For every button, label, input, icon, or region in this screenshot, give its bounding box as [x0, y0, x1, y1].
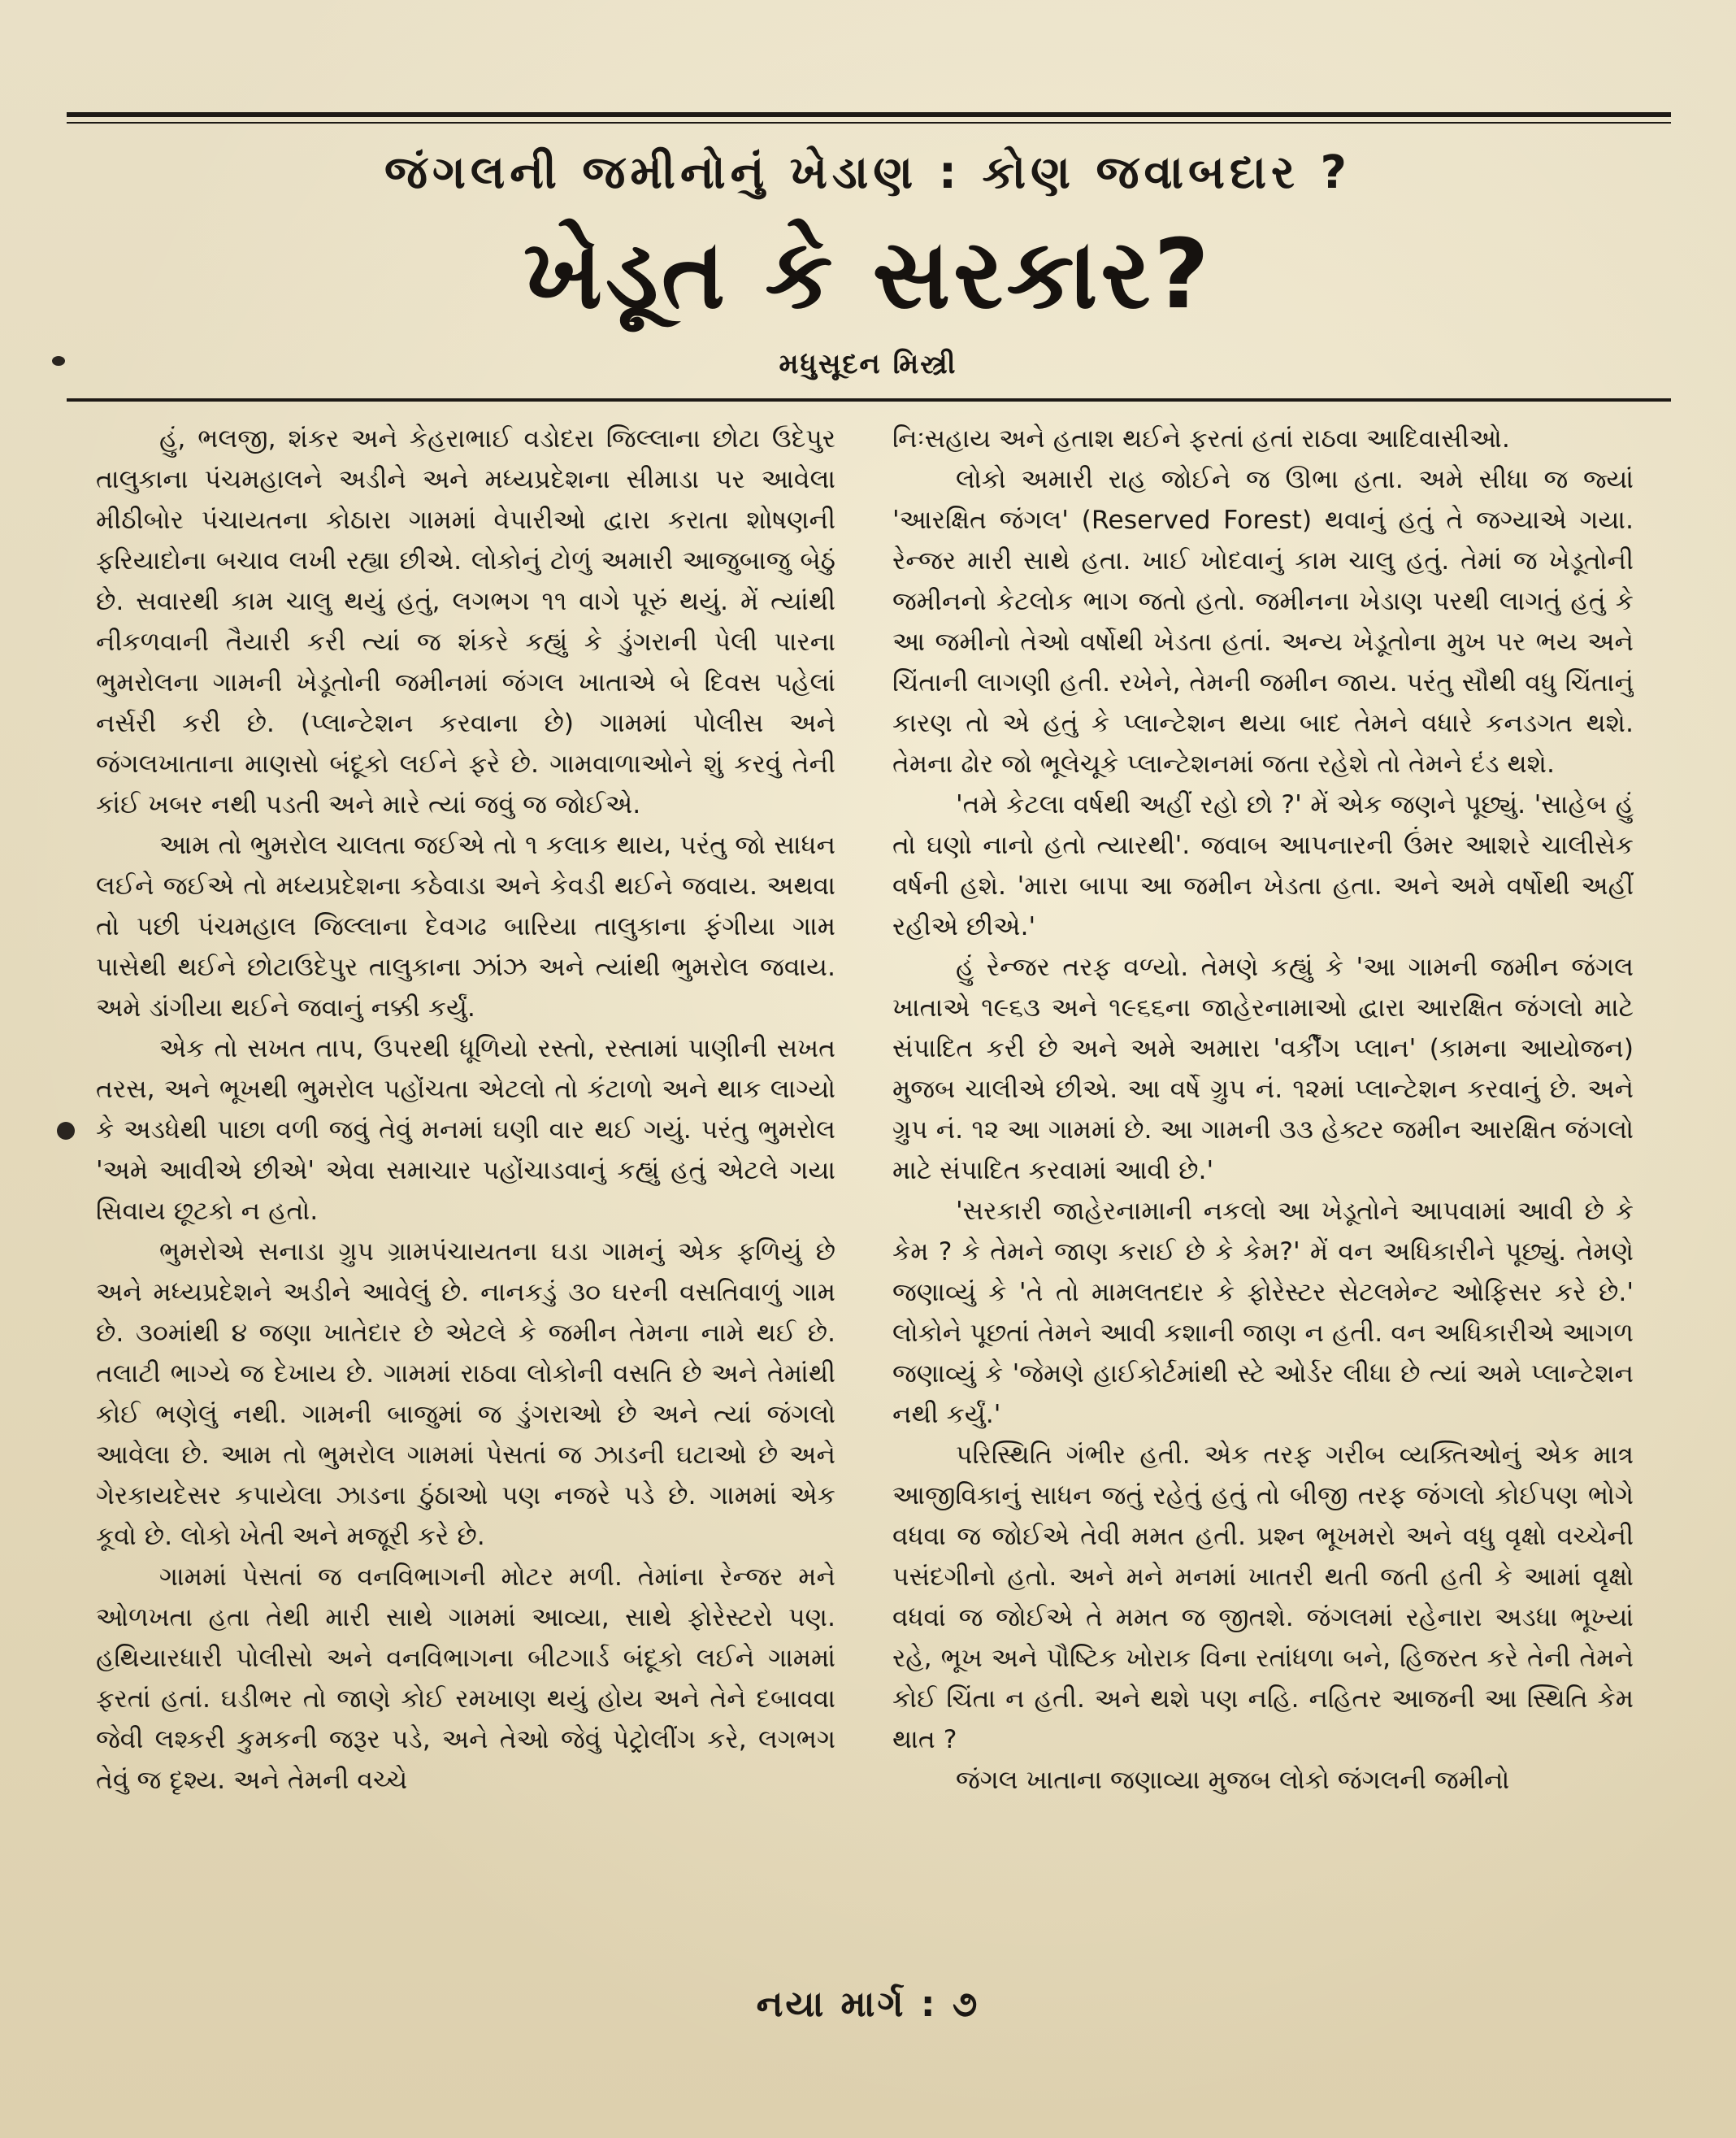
paragraph: ગામમાં પેસતાં જ વનવિભાગની મોટર મળી. તેમાંના રેન્જર મને ઓળખતા હતા તેથી મારી સાથે ગામમાં આવ્યા, સાથે ફોરેસ્ટરો પણ. હથિયારધારી પોલીસો અને વનવિભાગના બીટગાર્ડ બંદૂકો લઈને ગામમાં ફરતાં હતાં. ઘડીભર તો જાણે કોઈ રમખાણ થયું હોય અને તેને દબાવવા જેવી લશ્કરી કુમકની જરૂર પડે, અને તેઓ જેવું પેટ્રોલીંગ કરે, લગભગ તેવું જ દૃશ્ય. અને તેમની વચ્ચે — [96, 1562, 835, 1795]
paragraph: જંગલ ખાતાના જણાવ્યા મુજબ લોકો જંગલની જમીનો — [956, 1766, 1510, 1795]
column-left — [96, 419, 835, 1963]
paragraph: ભુમરોએ સનાડા ગ્રુપ ગ્રામપંચાયતના ઘડા ગામનું એક ફળિયું છે અને મધ્યપ્રદેશને અડીને આવેલું છે. નાનકડું ૩૦ ઘરની વસતિવાળું ગામ છે. ૩૦માંથી ૪ જણા ખાતેદાર છે એટલે કે જમીન તેમના નામે થઈ છે. તલાટી ભાગ્યે જ દેખાય છે. ગામમાં રાઠવા લોકોની વસતિ છે અને તેમાંથી કોઈ ભણેલું નથી. ગામની બાજુમાં જ ડુંગરાઓ છે અને ત્યાં જંગલો આવેલા છે. આમ તો ભુમરોલ ગામમાં પેસતાં જ ઝાડની ઘટાઓ છે અને ગેરકાયદેસર કપાયેલા ઝાડના ઠુંઠાઓ પણ નજરે પડે છે. ગામમાં એક કૂવો છે. લોકો ખેતી અને મજૂરી કરે છે. — [96, 1237, 835, 1551]
paragraph: લોકો અમારી રાહ જોઈને જ ઊભા હતા. અમે સીધા જ જ્યાં 'આરક્ષિત જંગલ' (Reserved Forest) થવાનું હતું તે જગ્યાએ ગયા. રેન્જર મારી સાથે હતા. ખાઈ ખોદવાનું કામ ચાલુ હતું. તેમાં જ ખેડૂતોની જમીનનો કેટલોક ભાગ જતો હતો. જમીનના ખેડાણ પરથી લાગતું હતું કે આ જમીનો તેઓ વર્ષોથી ખેડતા હતાં. અન્ય ખેડૂતોના મુખ પર ભય અને ચિંતાની લાગણી હતી. રખેને, તેમની જમીન જાય. પરંતુ સૌથી વધુ ચિંતાનું કારણ તો એ હતું કે પ્લાન્ટેશન થયા બાદ તેમને વધારે કનડગત થશે. તેમના ઢોર જો ભૂલેચૂકે પ્લાન્ટેશનમાં જતા રહેશે તો તેમને દંડ થશે. — [892, 465, 1634, 779]
column-right — [892, 419, 1634, 1963]
binding-hole-mark — [57, 1122, 75, 1140]
paragraph: 'તમે કેટલા વર્ષથી અહીં રહો છો ?' મેં એક જણને પૂછ્યું. 'સાહેબ હું તો ઘણો નાનો હતો ત્યારથી'. જવાબ આપનારની ઉંમર આશરે ચાલીસેક વર્ષની હશે. 'મારા બાપા આ જમીન ખેડતા હતા. અને અમે વર્ષોથી અહીં રહીએ છીએ.' — [892, 790, 1634, 941]
paragraph: આમ તો ભુમરોલ ચાલતા જઈએ તો ૧ કલાક થાય, પરંતુ જો સાધન લઈને જઈએ તો મધ્યપ્રદેશના કઠેવાડા અને કેવડી થઈને જવાય. અથવા તો પછી પંચમહાલ જિલ્લાના દેવગઢ બારિયા તાલુકાના ફંગીયા ગામ પાસેથી થઈને છોટાઉદેપુર તાલુકાના ઝાંઝ અને ત્યાંથી ભુમરોલ જવાય. અમે ડાંગીયા થઈને જવાનું નક્કી કર્યું. — [96, 831, 835, 1023]
paragraph: એક તો સખત તાપ, ઉપરથી ધૂળિયો રસ્તો, રસ્તામાં પાણીની સખત તરસ, અને ભૂખથી ભુમરોલ પહોંચતા એટલો તો કંટાળો અને થાક લાગ્યો કે અડધેથી પાછા વળી જવું તેવું મનમાં ઘણી વાર થઈ ગયું. પરંતુ ભુમરોલ 'અમે આવીએ છીએ' એવા સમાચાર પહોંચાડવાનું કહ્યું હતું એટલે ગયા સિવાય છૂટકો ન હતો. — [96, 1034, 835, 1226]
article-byline: મધુસૂદન મિસ્ત્રી — [779, 348, 957, 380]
paragraph: પરિસ્થિતિ ગંભીર હતી. એક તરફ ગરીબ વ્યક્તિઓનું એક માત્ર આજીવિકાનું સાધન જતું રહેતું હતું તો બીજી તરફ જંગલો કોઈપણ ભોગે વધવા જ જોઈએ તેવી મમત હતી. પ્રશ્ન ભૂખમરો અને વધુ વૃક્ષો વચ્ચેની પસંદગીનો હતો. અને મને મનમાં ખાતરી થતી જતી હતી કે આમાં વૃક્ષો વધવાં જ જોઈએ તે મમત જ જીતશે. જંગલમાં રહેનારા અડધા ભૂખ્યાં રહે, ભૂખ અને પૌષ્ટિક ખોરાક વિના રતાંધળા બને, હિજરત કરે તેની તેમને કોઈ ચિંતા ન હતી. અને થશે પણ નહિ. નહિતર આજની આ સ્થિતિ કેમ થાત ? — [892, 1441, 1634, 1754]
paragraph: હું રેન્જર તરફ વળ્યો. તેમણે કહ્યું કે 'આ ગામની જમીન જંગલ ખાતાએ ૧૯૬૩ અને ૧૯૬૬ના જાહેરનામાઓ દ્વારા આરક્ષિત જંગલો માટે સંપાદિત કરી છે અને અમે અમારા 'વર્કીંગ પ્લાન' (કામના આયોજન) મુજબ ચાલીએ છીએ. આ વર્ષે ગ્રુપ નં. ૧૨માં પ્લાન્ટેશન કરવાનું છે. અને ગ્રુપ નં. ૧૨ આ ગામમાં છે. આ ગામની ૩૩ હેક્ટર જમીન આરક્ષિત જંગલો માટે સંપાદિત કરવામાં આવી છે.' — [892, 953, 1634, 1185]
header-rule — [67, 398, 1671, 402]
top-rule-thin — [67, 122, 1671, 124]
paragraph: 'સરકારી જાહેરનામાની નકલો આ ખેડૂતોને આપવામાં આવી છે કે કેમ ? કે તેમને જાણ કરાઈ છે કે કેમ?' મેં વન અધિકારીને પૂછ્યું. તેમણે જણાવ્યું કે 'તે તો મામલતદાર કે ફોરેસ્ટર સેટલમેન્ટ ઓફિસર કરે છે.' લોકોને પૂછતાં તેમને આવી કશાની જાણ ન હતી. વન અધિકારીએ આગળ જણાવ્યું કે 'જેમણે હાઈકોર્ટમાંથી સ્ટે ઓર્ડર લીધા છે ત્યાં અમે પ્લાન્ટેશન નથી કર્યું.' — [892, 1197, 1634, 1429]
top-rule — [67, 112, 1671, 117]
page-folio: નયા માર્ગ : ૭ — [756, 1984, 980, 2025]
binding-hole-mark — [52, 356, 65, 366]
paragraph: હું, ભલજી, શંકર અને કેહરાભાઈ વડોદરા જિલ્લાના છોટા ઉદેપુર તાલુકાના પંચમહાલને અડીને અને મધ્યપ્રદેશના સીમાડા પર આવેલા મીઠીબોર પંચાયતના કોઠારા ગામમાં વેપારીઓ દ્વારા કરાતા શોષણની ફરિયાદોના બચાવ લખી રહ્યા છીએ. લોકોનું ટોળું અમારી આજુબાજુ બેઠું છે. સવારથી કામ ચાલુ થયું હતું, લગભગ ૧૧ વાગે પૂરું થયું. મેં ત્યાંથી નીકળવાની તૈયારી કરી ત્યાં જ શંકરે કહ્યું કે ડુંગરાની પેલી પારના ભુમરોલના ગામની ખેડૂતોની જમીનમાં જંગલ ખાતાએ બે દિવસ પહેલાં નર્સરી કરી છે. (પ્લાન્ટેશન કરવાના છે) ગામમાં પોલીસ અને જંગલખાતાના માણસો બંદૂકો લઈને ફરે છે. ગામવાળાઓને શું કરવું તેની કાંઈ ખબર નથી પડતી અને મારે ત્યાં જવું જ જોઈએ. — [96, 424, 835, 819]
article-kicker: જંગલની જમીનોનું ખેડાણ : કોણ જવાબદાર ? — [384, 146, 1352, 199]
paragraph: નિઃસહાય અને હતાશ થઈને ફરતાં હતાં રાઠવા આદિવાસીઓ. — [892, 424, 1510, 454]
article-headline: ખેડૂત કે સરકાર? — [523, 218, 1213, 330]
